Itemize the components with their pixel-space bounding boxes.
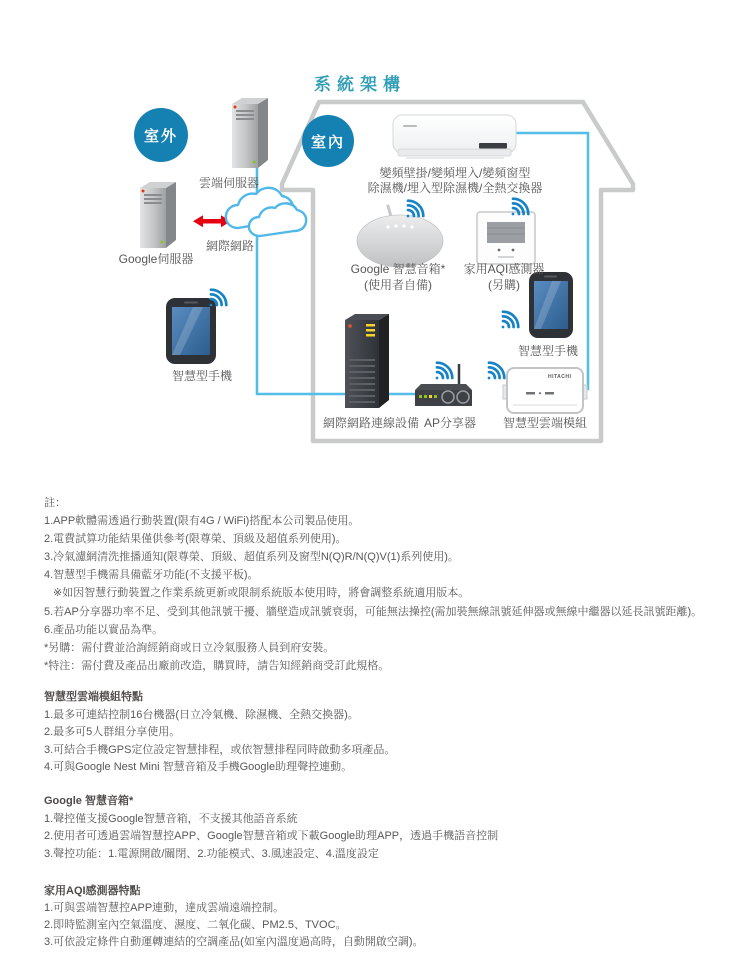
ac-label-line1: 變頻壁掛/變頻埋入/變頻窗型 [379, 166, 531, 180]
speaker-sublabel: (使用者自備) [364, 278, 432, 292]
smartphone-icon-right [529, 272, 573, 338]
modem-label: 網際網路連線設備 [322, 416, 420, 430]
wifi-icon-ap [436, 363, 453, 380]
note-item: *另購：需付費並洽詢經銷商或日立冷氣服務人員到府安裝。 [44, 641, 335, 654]
ac-unit-icon [393, 115, 516, 158]
section-item: 1.可與雲端智慧控APP連動，達成雲端遠端控制。 [44, 902, 285, 914]
note-item: 3.冷氣濾網清洗推播通知(限尊榮、頂級、超值系列及窗型N(Q)R/N(Q)V(1)系列使用)。 [44, 551, 459, 564]
section-cloud-module [44, 689, 744, 777]
notes-heading: 註： [44, 497, 66, 509]
section-item: 1.聲控僅支援Google智慧音箱，不支援其他語音系統 [44, 812, 298, 825]
section-heading: Google 智慧音箱* [44, 795, 134, 807]
section-google-speaker [44, 793, 744, 863]
note-item: 2.電費試算功能結果僅供參考(限尊榮、頂級及超值系列使用)。 [44, 533, 347, 546]
section-aqi-sensor [44, 883, 744, 951]
note-item: *特注：需付費及產品出廠前改造，購買時，請告知經銷商受訂此規格。 [44, 659, 390, 672]
google-server-icon [140, 182, 176, 248]
google-server-label: Google伺服器 [118, 252, 194, 266]
outdoor-zone-badge: 室外 [134, 108, 188, 162]
modem-tower-icon [345, 314, 389, 408]
wifi-icon-module [488, 363, 505, 380]
phone-right-label: 智慧型手機 [517, 344, 579, 358]
section-heading: 家用AQI感測器特點 [44, 885, 141, 897]
section-item: 2.即時監測室內空氣溫度、濕度、二氧化碳、PM2.5、TVOC。 [44, 919, 347, 931]
ap-label: AP分享器 [423, 416, 477, 430]
note-item: 4.智慧型手機需具備藍牙功能(不支援平板)。 [44, 569, 259, 582]
smartphone-icon-left [166, 298, 216, 364]
note-item: 5.若AP分享器功率不足、受到其他訊號干擾、牆壁造成訊號衰弱，可能無法操控(需加裝無線訊號延伸器或無線中繼器以延長訊號距離)。 [44, 605, 703, 618]
section-item: 2.使用者可透過雲端智慧控APP、Google智慧音箱或下載Google助理APP，透過手機語音控制 [44, 830, 499, 842]
section-item: 1.最多可連結控制16台機器(日立冷氣機、除濕機、全熱交換器)。 [44, 708, 359, 721]
speaker-label: Google 智慧音箱* [350, 262, 446, 276]
indoor-zone-badge: 室內 [302, 115, 354, 167]
module-label: 智慧型雲端模組 [502, 416, 588, 430]
aqi-sublabel: (另購) [488, 278, 520, 292]
architecture-diagram [0, 0, 750, 470]
section-item: 3.聲控功能：1.電源開啟/關閉、2.功能模式、3.風速設定、4.溫度設定 [44, 847, 379, 860]
section-item: 2.最多可5人群組分享使用。 [44, 726, 181, 738]
cloud-server-label: 雲端伺服器 [198, 176, 260, 190]
section-item: 3.可依設定條件自動運轉連結的空調產品(如室內溫度過高時，自動開啟空調)。 [44, 936, 424, 948]
section-heading: 智慧型雲端模組特點 [44, 691, 143, 703]
internet-cloud-icon [226, 188, 306, 236]
aqi-sensor-icon [477, 212, 535, 264]
section-item: 4.可與Google Nest Mini 智慧音箱及手機Google助理聲控連動。 [44, 761, 353, 773]
note-item: 6.產品功能以實品為準。 [44, 623, 164, 636]
cloud-module-icon [503, 368, 587, 413]
cloud-server-icon [232, 98, 268, 168]
page-title: 系統架構 [314, 75, 406, 94]
module-brand-label: HITACHI [548, 374, 572, 380]
notes-block [44, 494, 744, 675]
section-item: 3.可結合手機GPS定位設定智慧排程，或依智慧排程同時啟動多項產品。 [44, 743, 396, 756]
wifi-icon-speaker [407, 201, 424, 218]
wifi-icon-phone-right [502, 312, 519, 329]
google-speaker-icon [357, 206, 443, 267]
note-item: ※如因智慧行動裝置之作業系統更新或限制系統版本使用時，將會調整系統適用版本。 [53, 587, 470, 600]
internet-label: 網際網路 [205, 239, 255, 253]
phone-left-label: 智慧型手機 [171, 369, 233, 383]
note-item: 1.APP軟體需透過行動裝置(限有4G / WiFi)搭配本公司製品使用。 [44, 515, 360, 528]
ac-label-line2: 除濕機/埋入型除濕機/全熱交換器 [367, 181, 543, 195]
aqi-label: 家用AQI感測器 [463, 262, 545, 276]
